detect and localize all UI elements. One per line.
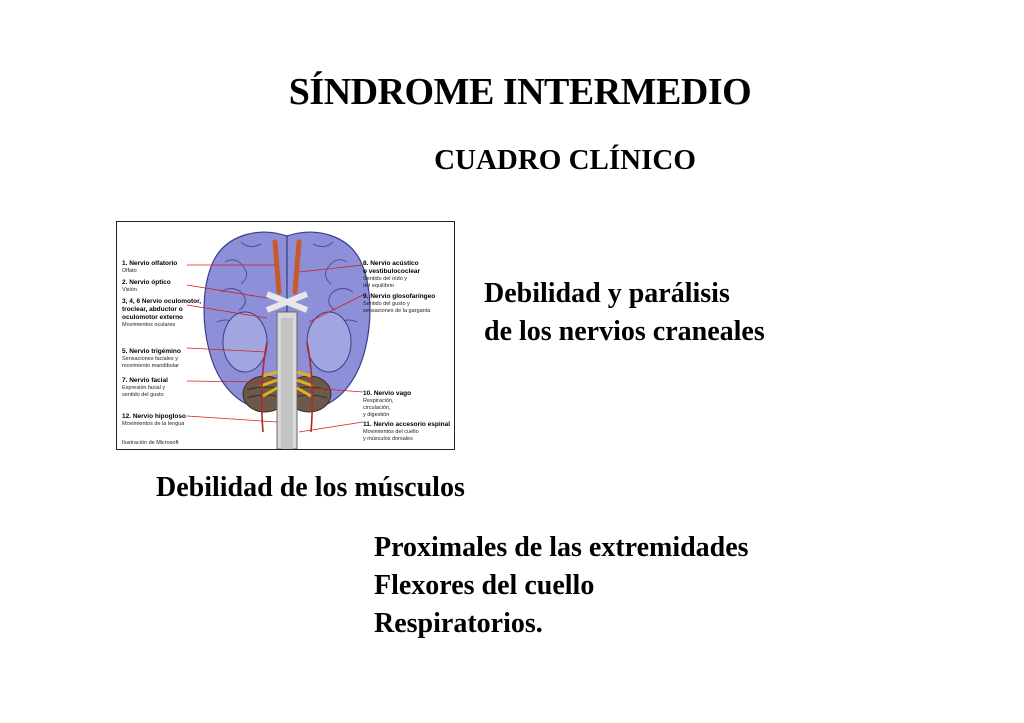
svg-text:Visión: Visión (122, 287, 137, 293)
svg-text:Movimientos de la lengua: Movimientos de la lengua (122, 421, 185, 427)
svg-text:circulación,: circulación, (363, 405, 391, 411)
cranial-nerve-weakness-text (484, 275, 765, 351)
svg-text:y digestión: y digestión (363, 412, 390, 418)
svg-text:Expresión facial y: Expresión facial y (122, 385, 166, 391)
svg-text:sensaciones de la garganta: sensaciones de la garganta (363, 308, 431, 314)
left-nerve-labels (122, 260, 201, 446)
label-glossopharyngeal: 9. Nervio glosofaríngeo (363, 293, 436, 300)
slide-subtitle: CUADRO CLÍNICO (434, 144, 696, 176)
svg-text:Sentido del gusto y: Sentido del gusto y (363, 301, 410, 307)
svg-text:troclear, abductor o: troclear, abductor o (122, 306, 183, 313)
svg-text:sentido del gusto: sentido del gusto (122, 392, 164, 398)
svg-text:movimiento mandibular: movimiento mandibular (122, 363, 179, 369)
label-oculomotor: 3, 4, 6 Nervio oculomotor, (122, 298, 202, 305)
list-item: Flexores del cuello (374, 570, 595, 601)
illustration-credit: Ilustración de Microsoft (122, 440, 179, 446)
svg-text:Movimientos del cuello: Movimientos del cuello (363, 429, 419, 435)
list-item: Respiratorios. (374, 608, 543, 639)
svg-text:oculomotor externo: oculomotor externo (122, 314, 184, 321)
cranial-nerves-illustration (116, 221, 455, 450)
svg-text:Respiración,: Respiración, (363, 398, 394, 404)
list-item: Proximales de las extremidades (374, 532, 749, 563)
svg-text:del equilibrio: del equilibrio (363, 283, 394, 289)
label-optic: 2. Nervio óptico (122, 279, 171, 286)
label-hypoglossal: 12. Nervio hipogloso (122, 413, 186, 420)
svg-text:y músculos dorsales: y músculos dorsales (363, 436, 413, 442)
svg-text:Sentido del oído y: Sentido del oído y (363, 276, 408, 282)
right-nerve-labels (363, 260, 450, 442)
svg-text:Movimientos oculares: Movimientos oculares (122, 322, 176, 328)
label-facial: 7. Nervio facial (122, 377, 168, 384)
label-spinal-accessory: 11. Nervio accesorio espinal (363, 421, 451, 428)
nerves-line-1: Debilidad y parálisis (484, 278, 730, 309)
label-olfactory: 1. Nervio olfatorio (122, 260, 178, 267)
label-vagus: 10. Nervio vago (363, 390, 412, 397)
label-trigeminal: 5. Nervio trigémino (122, 348, 181, 355)
muscle-weakness-heading: Debilidad de los músculos (156, 472, 465, 503)
slide-title: SÍNDROME INTERMEDIO (288, 71, 752, 113)
muscle-group-list (374, 529, 749, 643)
svg-text:o vestibulococlear: o vestibulococlear (363, 268, 421, 275)
svg-text:Sensaciones faciales y: Sensaciones faciales y (122, 356, 178, 362)
label-acoustic: 8. Nervio acústico (363, 260, 419, 267)
svg-text:Olfato: Olfato (122, 268, 137, 274)
nerves-line-2: de los nervios craneales (484, 316, 765, 347)
